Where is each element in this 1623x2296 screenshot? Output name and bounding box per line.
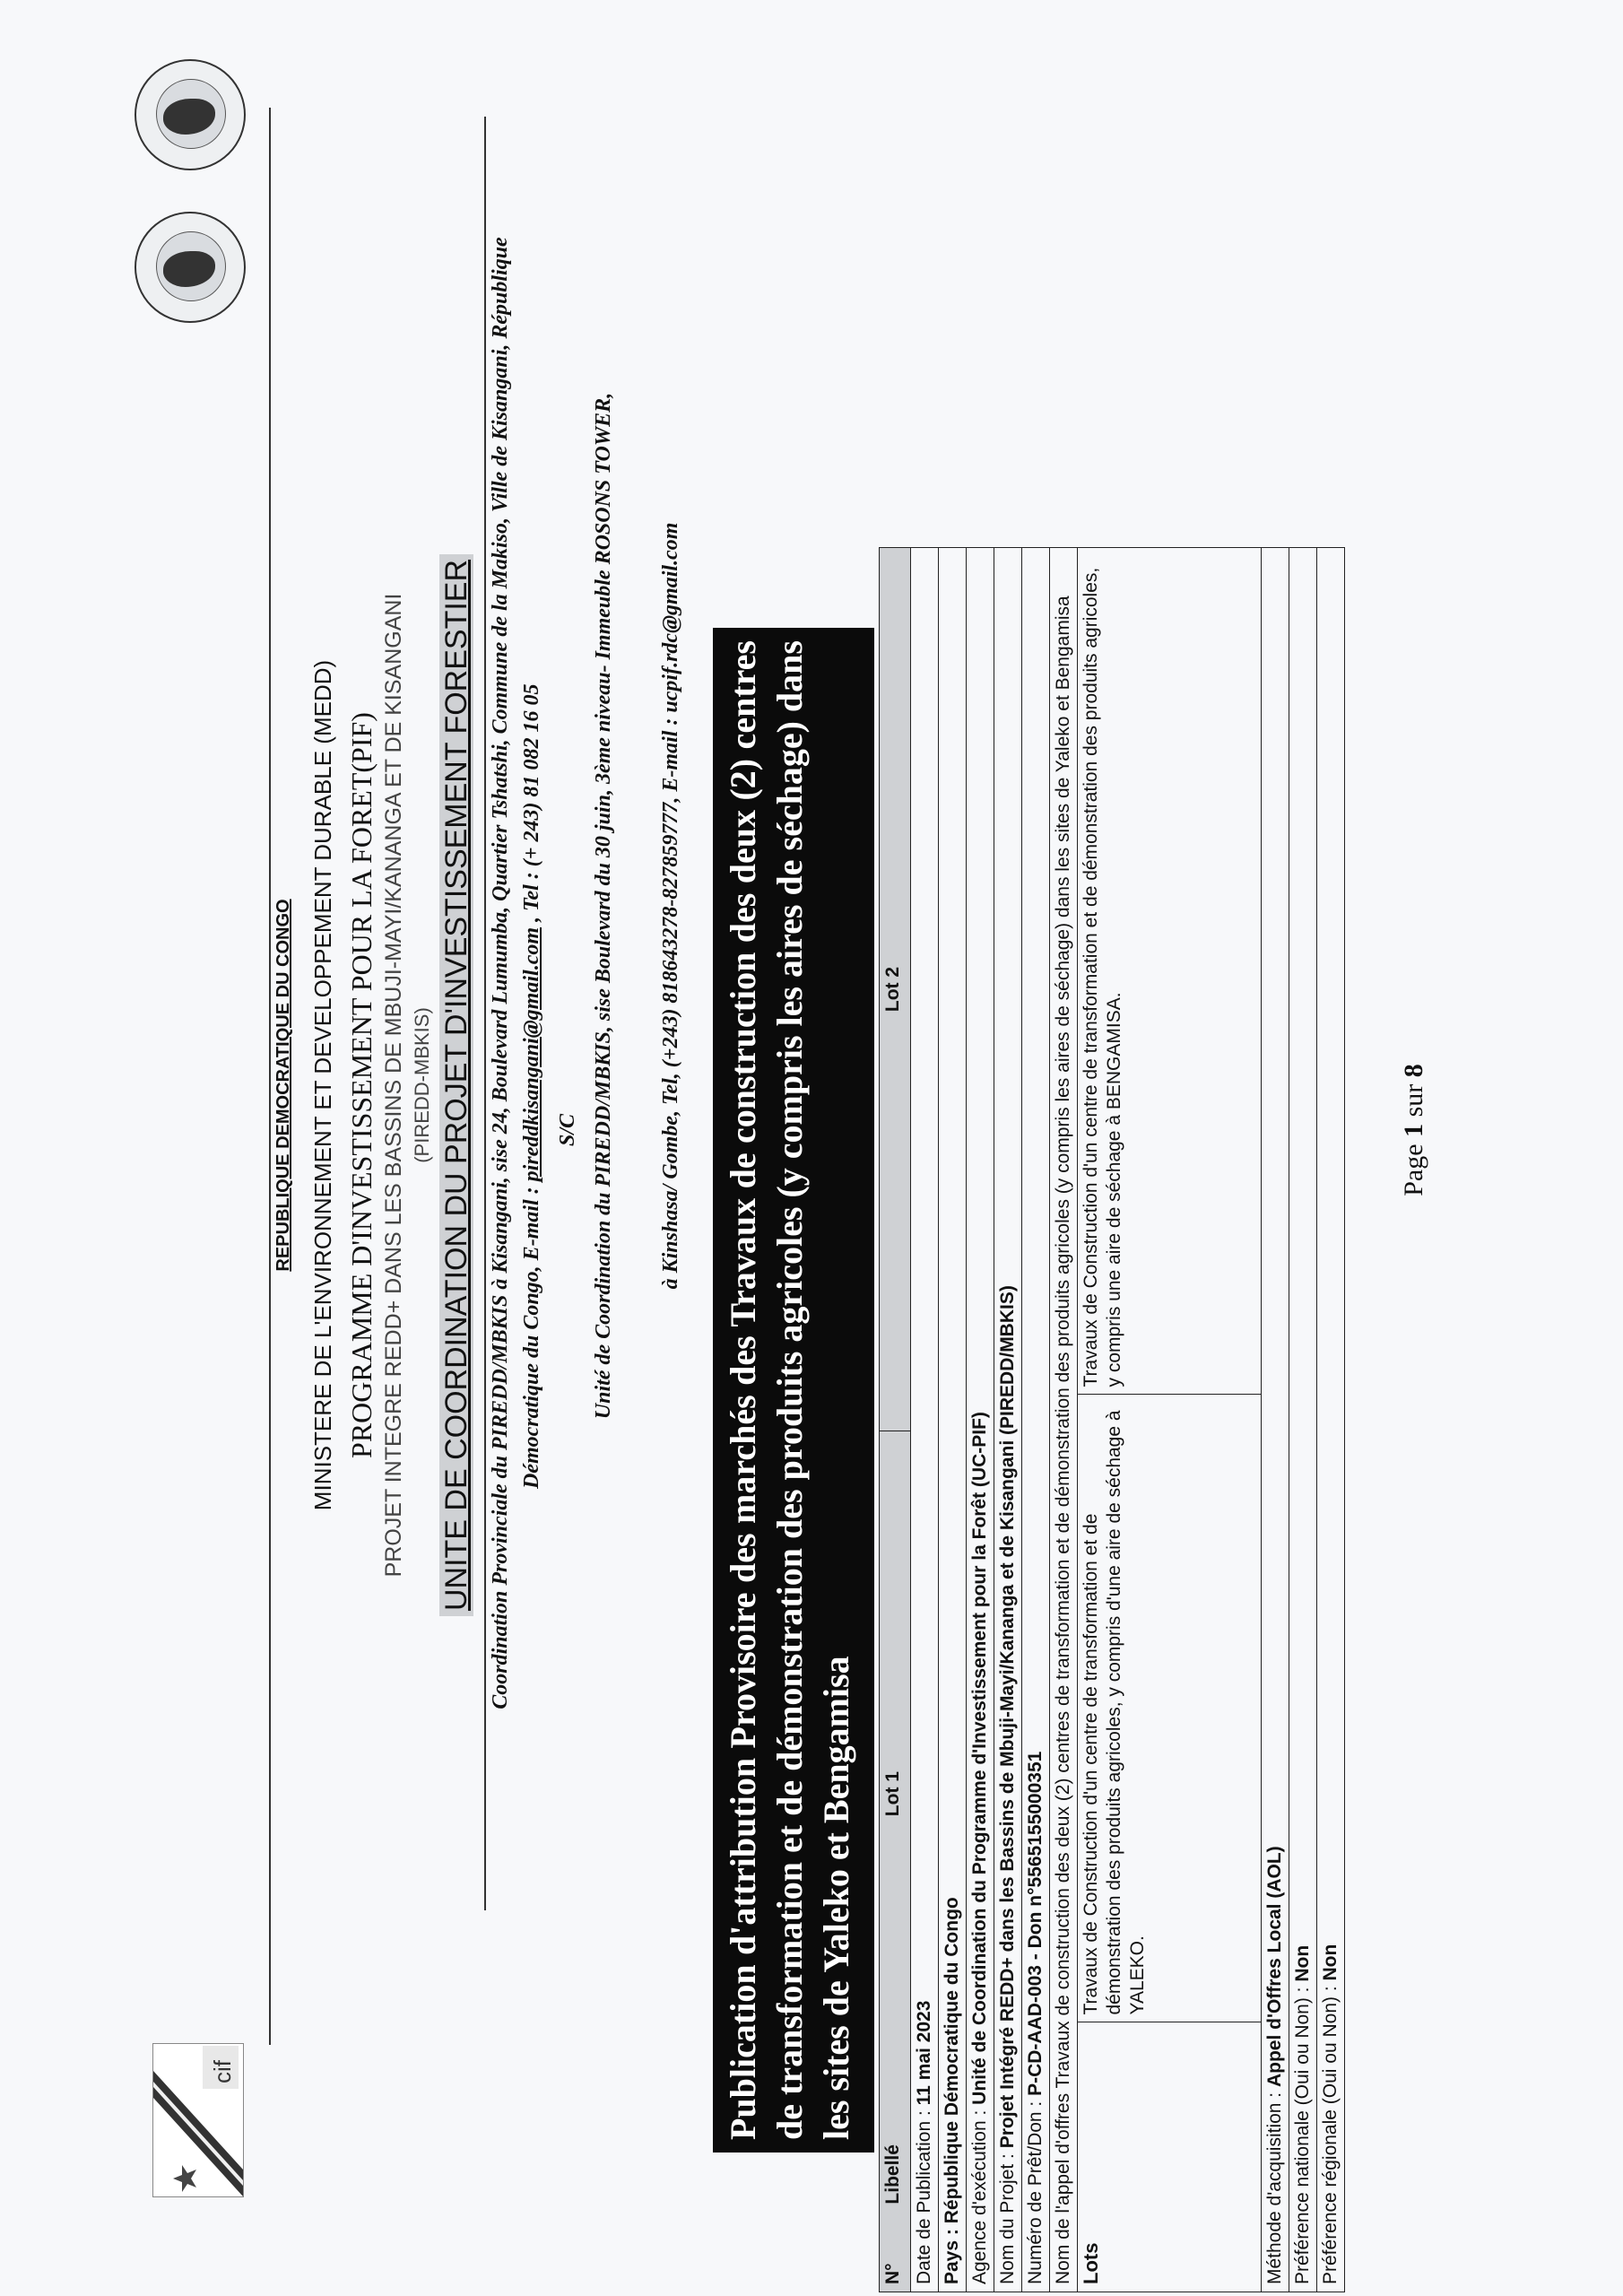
partner-logos	[135, 36, 251, 323]
row-label: Numéro de Prêt/Don :	[1025, 2095, 1046, 2284]
coordination-line-2-prefix: Démocratique du Congo, E-mail :	[520, 1181, 543, 1489]
development-fund-seal	[135, 212, 246, 323]
table-header-row	[880, 548, 911, 2292]
ministere-heading: MINISTERE DE L'ENVIRONNEMENT ET DEVELOPPEMENT DURABLE (MEDD)	[309, 659, 336, 1511]
page-current: 1	[1399, 1123, 1428, 1137]
lot1-description: Travaux de Construction d'un centre de transformation et de démonstration des produits agricoles, y compris d'une aire de séchage à YALEKO.	[1078, 1395, 1261, 2022]
unite-heading-text: UNITE DE COORDINATION DU PROJET D'INVESTISSEMENT FORESTIER	[439, 554, 473, 1616]
coordination-line-2	[520, 0, 544, 1489]
row-value: République Démocratique du Congo	[942, 1897, 962, 2224]
republique-heading: REPUBLIQUE DEMOCRATIQUE DU CONGO	[273, 899, 293, 1272]
row-value: Unité de Coordination du Programme d'Investissement pour la Forêt (UC-PIF)	[969, 1412, 990, 2105]
publication-title: Publication d'attribution Provisoire des marchés des Travaux de construction des deux (2) centres de transformation et de démonstration des produits agricoles (y compris les aires de séchage) dans les sites de Yaleko et Bengamisa	[713, 628, 874, 2152]
row-date	[911, 548, 939, 2292]
table-row	[1262, 548, 1289, 2292]
row-value: P-CD-AAD-003 - Don n°5565155000351	[1025, 1751, 1046, 2096]
row-label: Préférence nationale (Oui ou Non) :	[1292, 1981, 1313, 2284]
cif-flag-logo	[152, 2043, 244, 2197]
row-label: Pays :	[942, 2223, 962, 2284]
table-row	[967, 548, 994, 2292]
row-value: Non	[1292, 1944, 1313, 1982]
row-pref-nationale	[1289, 548, 1317, 2292]
header-n-libelle	[880, 1431, 911, 2292]
row-value: 11 mai 2023	[914, 2000, 934, 2106]
row-pref-regionale	[1317, 548, 1345, 2292]
table-row	[911, 548, 939, 2292]
coordination-line-4: à Kinshasa/ Gombe, Tel, (+243) 818643278-827859777, E-mail : ucpif.rdc@gmail.com	[659, 522, 682, 1290]
coordination-line-3: Unité de Coordination du PIREDD/MBKIS, sise Boulevard du 30 juin, 3ème niveau- Immeuble ROSONS TOWER,	[592, 392, 615, 1420]
sc-label: S/C	[556, 1113, 579, 1147]
coordination-line-1: Coordination Provinciale du PIREDD/MBKIS à Kisangani, sise 24, Boulevard Lumumba, Quartier Tshatshi, Commune de la Makiso, Ville de Kisangani, République	[489, 237, 512, 1709]
table-row	[994, 548, 1022, 2292]
projet-heading: PROJET INTEGRE REDD+ DANS LES BASSINS DE MBUJI-MAYI/KANANGA ET DE KISANGANI	[381, 593, 406, 1578]
header-libelle: Libellé	[882, 2144, 903, 2205]
row-appel	[1050, 548, 1078, 2292]
row-pret	[1022, 548, 1050, 2292]
header-rule-bottom	[484, 117, 486, 1910]
row-pays	[939, 548, 967, 2292]
row-label: Nom du Projet :	[997, 2148, 1018, 2284]
svg-text:cif: cif	[209, 2060, 236, 2083]
page-mid: sur	[1399, 1077, 1428, 1124]
row-projet	[994, 548, 1022, 2292]
coordination-line-2-suffix: , Tel : (+ 243) 81 082 16 05	[520, 683, 543, 927]
table-row	[939, 548, 967, 2292]
row-value: Appel d'Offres Local (AOL)	[1264, 1846, 1285, 2088]
programme-heading: PROGRAMME D'INVESTISSEMENT POUR LA FORET(PIF)	[345, 712, 378, 1458]
unite-heading	[439, 305, 474, 1866]
row-label: Méthode d'acquisition :	[1264, 2087, 1285, 2284]
row-methode	[1262, 548, 1289, 2292]
page-number	[1399, 996, 1429, 1265]
table-row-lots	[1078, 548, 1262, 2292]
row-agence	[967, 548, 994, 2292]
row-label: Date de Publication :	[914, 2105, 934, 2284]
row-lots	[1078, 548, 1262, 2292]
row-label: Nom de l'appel d'offres	[1053, 2088, 1073, 2284]
african-development-bank-seal	[135, 59, 246, 170]
email-link-kisangani[interactable]: pireddkisangani@gmail.com	[520, 926, 543, 1182]
lots-label: Lots	[1078, 2022, 1261, 2292]
header-rule-top	[269, 108, 271, 2045]
row-label: Préférence régionale (Oui ou Non) :	[1320, 1980, 1341, 2284]
header-lot1: Lot 1	[882, 1771, 903, 1817]
lot2-description: Travaux de Construction d'un centre de transformation et de démonstration des produits agricoles, y compris une aire de séchage à BENGAMISA.	[1081, 567, 1124, 1387]
header-lot2: Lot 2	[880, 548, 911, 1431]
page-total: 8	[1399, 1064, 1428, 1078]
attribution-table	[879, 547, 1345, 2292]
table-row	[1289, 548, 1317, 2292]
row-value: Travaux de construction des deux (2) centres de transformation et de démonstration des produits agricoles (y compris les aires de séchage) dans les sites de Yaleko et Bengamisa	[1053, 596, 1073, 2089]
table-row	[1317, 548, 1345, 2292]
projet-abbr: (PIREDD-MBKIS)	[411, 1007, 433, 1163]
row-value: Non	[1320, 1944, 1341, 1981]
header-n: N°	[882, 2263, 903, 2284]
page-prefix: Page	[1399, 1136, 1428, 1196]
table-row	[1022, 548, 1050, 2292]
row-label: Agence d'exécution :	[969, 2104, 990, 2284]
row-value: Projet Intégré REDD+ dans les Bassins de Mbuji-Mayi/Kananga et de Kisangani (PIREDD/MBKIS)	[997, 1285, 1018, 2149]
table-row	[1050, 548, 1078, 2292]
